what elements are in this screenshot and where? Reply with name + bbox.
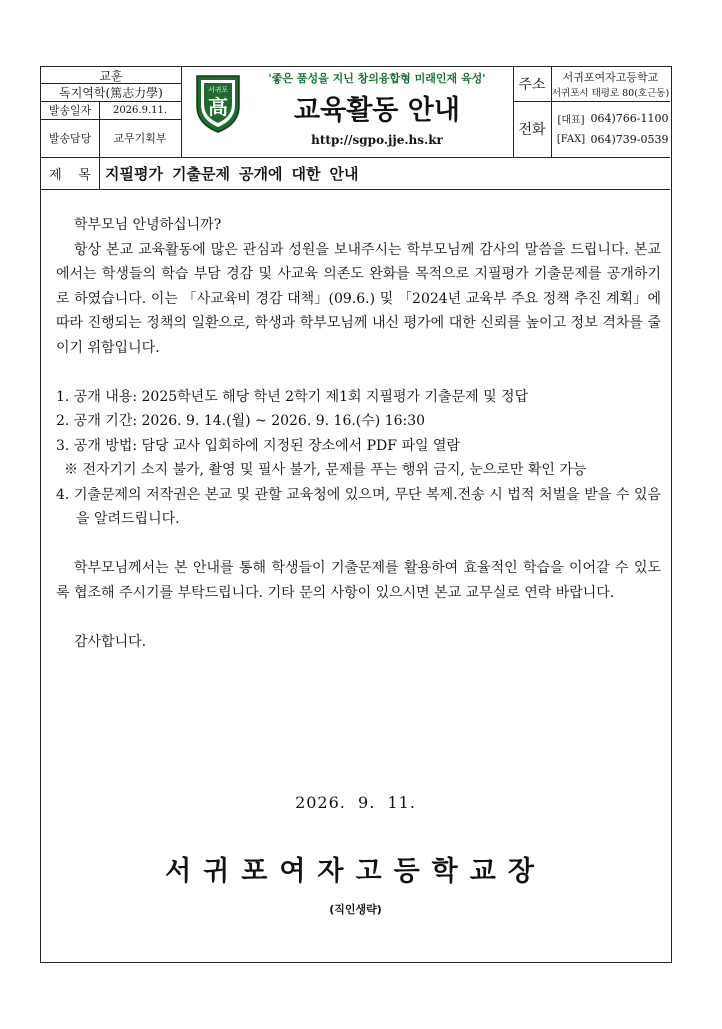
seal-note: (직인생략) xyxy=(329,903,382,916)
logo-text: 서귀포 xyxy=(207,86,229,94)
subject-label: 제 목 xyxy=(49,167,91,183)
school-logo-icon xyxy=(193,72,243,134)
fax-number: 064)739-0539 xyxy=(590,132,669,146)
document-frame xyxy=(40,66,672,963)
request-paragraph: 학부모님께서는 본 안내를 통해 학생들이 기출문제를 활용하여 효율적인 학습을 이어갈 수 있도록 협조해 주시기를 부탁드립니다. 기타 문의 사항이 있으시면 본교 교무실로 연락 바랍니다. xyxy=(56,560,661,601)
sender: 교무기획부 xyxy=(113,132,167,145)
sender-label: 발송담당 xyxy=(48,132,92,145)
principal-signature: 서귀포여자고등학교장 xyxy=(165,856,546,887)
letter-body xyxy=(56,213,661,654)
logo-char: 高 xyxy=(208,95,228,119)
restriction-note: ※ 전자기기 소지 불가, 촬영 및 필사 불가, 문제를 푸는 행위 금지, 눈으로만 확인 가능 xyxy=(64,462,587,478)
fax-label: [FAX] xyxy=(556,133,586,145)
issue-date-footer: 2026. 9. 11. xyxy=(295,793,416,812)
subject-row xyxy=(41,157,670,190)
school-slogan: '좋은 품성을 지닌 창의융합형 미래인재 육성' xyxy=(268,72,486,85)
list-item: 1. 공개 내용: 2025학년도 해당 학년 2학기 제1회 지필평가 기출문제 및 정답 xyxy=(56,388,529,405)
main-tel: 064)766-1100 xyxy=(590,111,669,125)
school-url[interactable]: http://sgpo.jje.hs.kr xyxy=(311,133,443,147)
motto-label: 교훈 xyxy=(99,68,123,83)
closing: 감사합니다. xyxy=(74,633,147,650)
list-item: 2. 공개 기간: 2026. 9. 14.(월) ~ 2026. 9. 16.(수) 16:30 xyxy=(56,413,426,429)
main-tel-label: [대표] xyxy=(557,114,585,126)
school-address: 서귀포시 태평로 80(호근동) xyxy=(551,88,670,99)
issue-date: 2026.9.11. xyxy=(112,104,168,116)
page-title: 교육활동 안내 xyxy=(294,94,460,126)
intro-paragraph: 항상 본교 교육활동에 많은 관심과 성원을 보내주시는 학부모님께 감사의 말씀을 드립니다. 본교에서는 학생들의 학습 부담 경감 및 사교육 의존도 완화를 목적으로 지필평가 기출문제를 공개하기로 하였습니다. 이는 「사교육비 경감 대책」(09.6.) 및 「2024년 교육부 주요 정책 추진 계획」에 따라 진행되는 정책의 일환으로, 학생과 학부모님께 내신 평가에 대한 신뢰를 높이고 정보 격차를 줄이기 위함입니다. xyxy=(56,241,661,356)
list-item: 3. 공개 방법: 담당 교사 입회하에 지정된 장소에서 PDF 파일 열람 xyxy=(56,437,460,454)
issue-date-label: 발송일자 xyxy=(48,104,92,117)
subject-text: 지필평가 기출문제 공개에 대한 안내 xyxy=(105,164,359,183)
address-label: 주소 xyxy=(518,77,546,93)
greeting: 학부모님 안녕하십니까? xyxy=(74,217,222,233)
motto: 독지역학(篤志力學) xyxy=(59,85,163,100)
school-name: 서귀포여자고등학교 xyxy=(562,70,659,84)
phone-label: 전화 xyxy=(518,122,546,138)
list-item: 4. 기출문제의 저작권은 본교 및 관할 교육청에 있으며, 무단 복제.전송 시 법적 처벌을 받을 수 있음을 알려드립니다. xyxy=(56,486,661,527)
letterhead xyxy=(41,67,670,158)
